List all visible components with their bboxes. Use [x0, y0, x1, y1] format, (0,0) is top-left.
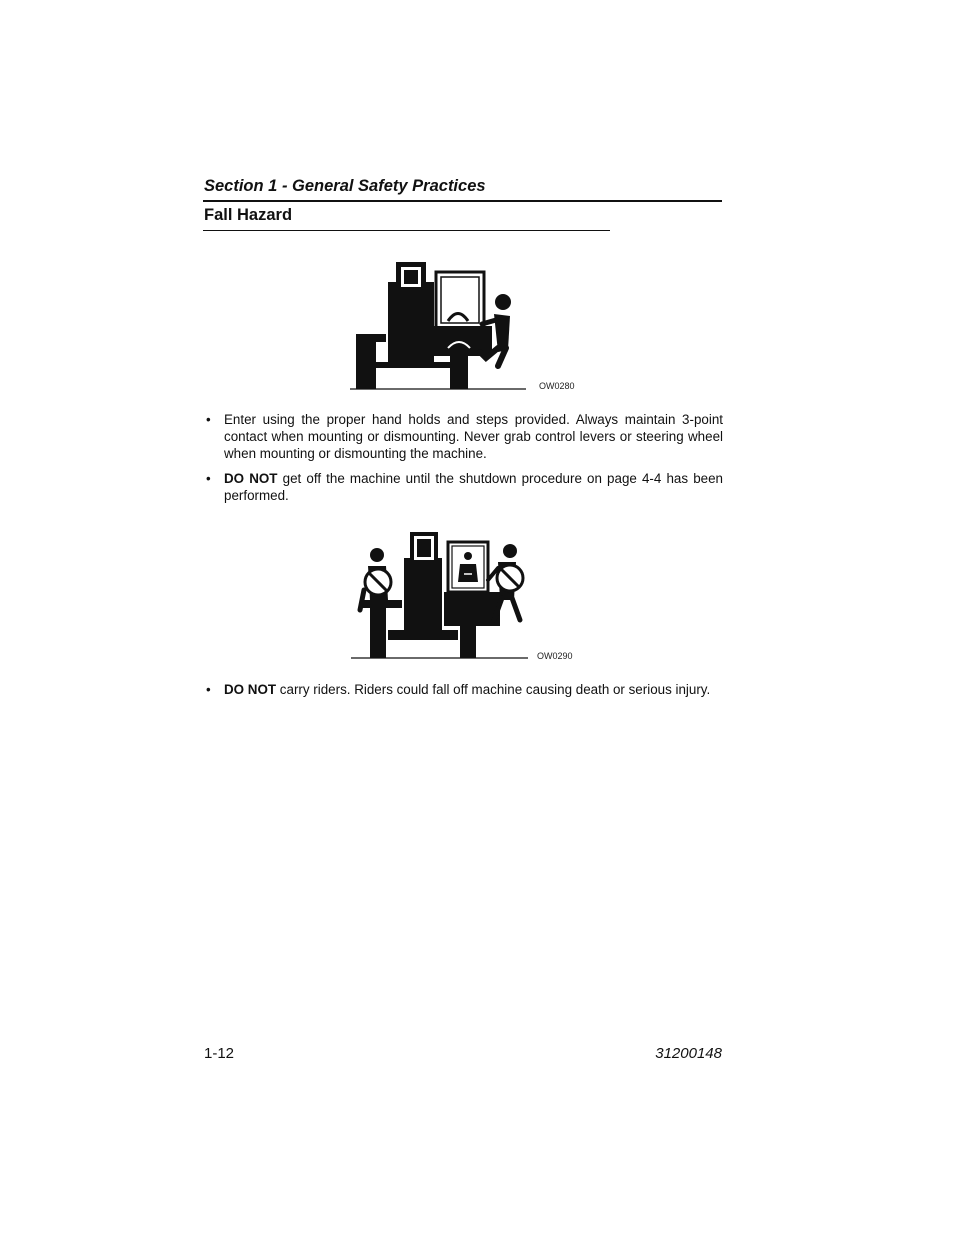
figure-mounting-machine [348, 258, 530, 394]
bullet-body: get off the machine until the shutdown procedure on page 4-4 has been performed. [224, 471, 723, 503]
section-divider [203, 200, 722, 202]
bullet-text: Enter using the proper hand holds and steps provided. Always maintain 3-point contact when mounting or dismounting. Never grab control levers or steering wheel when mounting or dismounting the machine. [224, 412, 723, 461]
bullet-text [224, 681, 723, 698]
page-number: 1-12 [204, 1045, 235, 1062]
mounting-machine-illustration [348, 258, 530, 394]
bullet-dot: • [206, 471, 211, 486]
bullet-item-3 [206, 681, 723, 698]
figure-code-1: OW0280 [539, 381, 575, 391]
bullet-emphasis: DO NOT [224, 682, 277, 697]
bullet-body: carry riders. Riders could fall off machine causing death or serious injury. [276, 682, 711, 697]
document-number: 31200148 [655, 1045, 722, 1062]
bullet-item-2 [206, 470, 723, 504]
section-title: Section 1 - General Safety Practices [204, 177, 486, 195]
bullet-dot: • [206, 682, 211, 697]
no-riders-illustration [348, 528, 532, 664]
subsection-title: Fall Hazard [204, 206, 293, 224]
bullet-item-1 [206, 411, 723, 462]
bullet-text [224, 470, 723, 504]
figure-code-2: OW0290 [537, 651, 573, 661]
figure-no-riders [348, 528, 532, 664]
subsection-divider [203, 230, 610, 231]
bullet-dot: • [206, 412, 211, 427]
bullet-emphasis: DO NOT [224, 471, 278, 486]
